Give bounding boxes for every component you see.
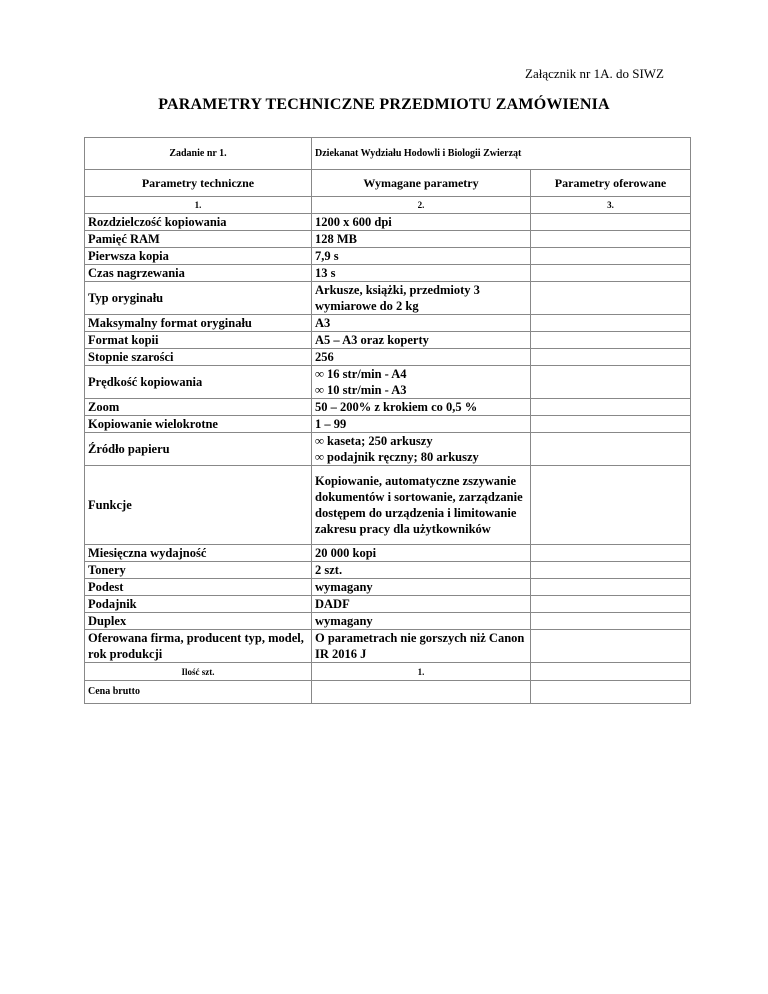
param-required: 128 MB — [312, 231, 531, 248]
param-required: 256 — [312, 349, 531, 366]
param-name: Oferowana firma, producent typ, model, rok produkcji — [85, 630, 312, 663]
param-required: 7,9 s — [312, 248, 531, 265]
quantity-value: 1. — [312, 663, 531, 681]
param-offered[interactable] — [531, 416, 691, 433]
quantity-offered[interactable] — [531, 663, 691, 681]
param-name: Podest — [85, 579, 312, 596]
param-name: Pierwsza kopia — [85, 248, 312, 265]
param-name: Tonery — [85, 562, 312, 579]
param-required: 20 000 kopi — [312, 545, 531, 562]
table-row — [85, 545, 691, 562]
table-row — [85, 366, 691, 399]
table-row — [85, 579, 691, 596]
param-offered[interactable] — [531, 630, 691, 663]
param-name: Duplex — [85, 613, 312, 630]
param-offered[interactable] — [531, 579, 691, 596]
table-row — [85, 315, 691, 332]
param-name: Źródło papieru — [85, 433, 312, 466]
param-offered[interactable] — [531, 231, 691, 248]
param-required: Kopiowanie, automatyczne zszywanie dokumentów i sortowanie, zarządzanie dostępem do urządzenia i limitowanie zakresu pracy dla użytkowników — [312, 466, 531, 545]
table-row — [85, 596, 691, 613]
table-row — [85, 332, 691, 349]
param-name: Format kopii — [85, 332, 312, 349]
table-row — [85, 265, 691, 282]
price-row — [85, 681, 691, 704]
header-row — [85, 170, 691, 197]
param-offered[interactable] — [531, 248, 691, 265]
param-required — [312, 366, 531, 399]
param-offered[interactable] — [531, 433, 691, 466]
param-offered[interactable] — [531, 613, 691, 630]
col-number-1: 1. — [85, 197, 312, 214]
col-number-3: 3. — [531, 197, 691, 214]
price-label: Cena brutto — [85, 681, 312, 704]
param-offered[interactable] — [531, 349, 691, 366]
param-required: 50 – 200% z krokiem co 0,5 % — [312, 399, 531, 416]
speed-a3: ∞ 10 str/min - A3 — [315, 383, 407, 397]
param-name: Czas nagrzewania — [85, 265, 312, 282]
table-row — [85, 231, 691, 248]
spec-table — [84, 137, 691, 704]
param-required: wymagany — [312, 613, 531, 630]
col-header-required: Wymagane parametry — [312, 170, 531, 197]
param-offered[interactable] — [531, 596, 691, 613]
param-name: Typ oryginału — [85, 282, 312, 315]
col-header-params: Parametry techniczne — [85, 170, 312, 197]
price-offered[interactable] — [531, 681, 691, 704]
table-row — [85, 282, 691, 315]
param-offered[interactable] — [531, 466, 691, 545]
param-offered[interactable] — [531, 366, 691, 399]
table-row — [85, 416, 691, 433]
param-offered[interactable] — [531, 545, 691, 562]
param-name: Pamięć RAM — [85, 231, 312, 248]
param-required: 2 szt. — [312, 562, 531, 579]
param-required: Arkusze, książki, przedmioty 3 wymiarowe do 2 kg — [312, 282, 531, 315]
paper-source-manual: ∞ podajnik ręczny; 80 arkuszy — [315, 450, 479, 464]
table-row — [85, 433, 691, 466]
param-offered[interactable] — [531, 265, 691, 282]
param-name: Podajnik — [85, 596, 312, 613]
param-offered[interactable] — [531, 282, 691, 315]
table-row — [85, 399, 691, 416]
attachment-note: Załącznik nr 1A. do SIWZ — [525, 66, 664, 81]
param-name: Stopnie szarości — [85, 349, 312, 366]
param-name: Zoom — [85, 399, 312, 416]
param-required: 1 – 99 — [312, 416, 531, 433]
param-required: 1200 x 600 dpi — [312, 214, 531, 231]
quantity-row — [85, 663, 691, 681]
param-offered[interactable] — [531, 399, 691, 416]
table-row — [85, 214, 691, 231]
table-row — [85, 630, 691, 663]
param-offered[interactable] — [531, 214, 691, 231]
price-value[interactable] — [312, 681, 531, 704]
param-offered[interactable] — [531, 562, 691, 579]
speed-a4: ∞ 16 str/min - A4 — [315, 367, 407, 381]
param-name: Kopiowanie wielokrotne — [85, 416, 312, 433]
param-required — [312, 433, 531, 466]
param-required: DADF — [312, 596, 531, 613]
quantity-label: Ilość szt. — [85, 663, 312, 681]
param-required: 13 s — [312, 265, 531, 282]
task-label: Zadanie nr 1. — [85, 138, 312, 170]
col-header-offered: Parametry oferowane — [531, 170, 691, 197]
param-name: Prędkość kopiowania — [85, 366, 312, 399]
paper-source-cassette: ∞ kaseta; 250 arkuszy — [315, 434, 433, 448]
task-unit: Dziekanat Wydziału Hodowli i Biologii Zwierząt — [312, 138, 691, 170]
param-required: A5 – A3 oraz koperty — [312, 332, 531, 349]
table-row — [85, 466, 691, 545]
col-number-2: 2. — [312, 197, 531, 214]
param-name: Funkcje — [85, 466, 312, 545]
param-offered[interactable] — [531, 315, 691, 332]
page-title: PARAMETRY TECHNICZNE PRZEDMIOTU ZAMÓWIENIA — [158, 96, 610, 113]
task-row — [85, 138, 691, 170]
param-offered[interactable] — [531, 332, 691, 349]
param-required: O parametrach nie gorszych niż Canon IR 2016 J — [312, 630, 531, 663]
table-row — [85, 349, 691, 366]
param-required: A3 — [312, 315, 531, 332]
param-name: Rozdzielczość kopiowania — [85, 214, 312, 231]
param-name: Maksymalny format oryginału — [85, 315, 312, 332]
param-required: wymagany — [312, 579, 531, 596]
column-number-row — [85, 197, 691, 214]
param-name: Miesięczna wydajność — [85, 545, 312, 562]
table-row — [85, 248, 691, 265]
table-row — [85, 613, 691, 630]
table-row — [85, 562, 691, 579]
